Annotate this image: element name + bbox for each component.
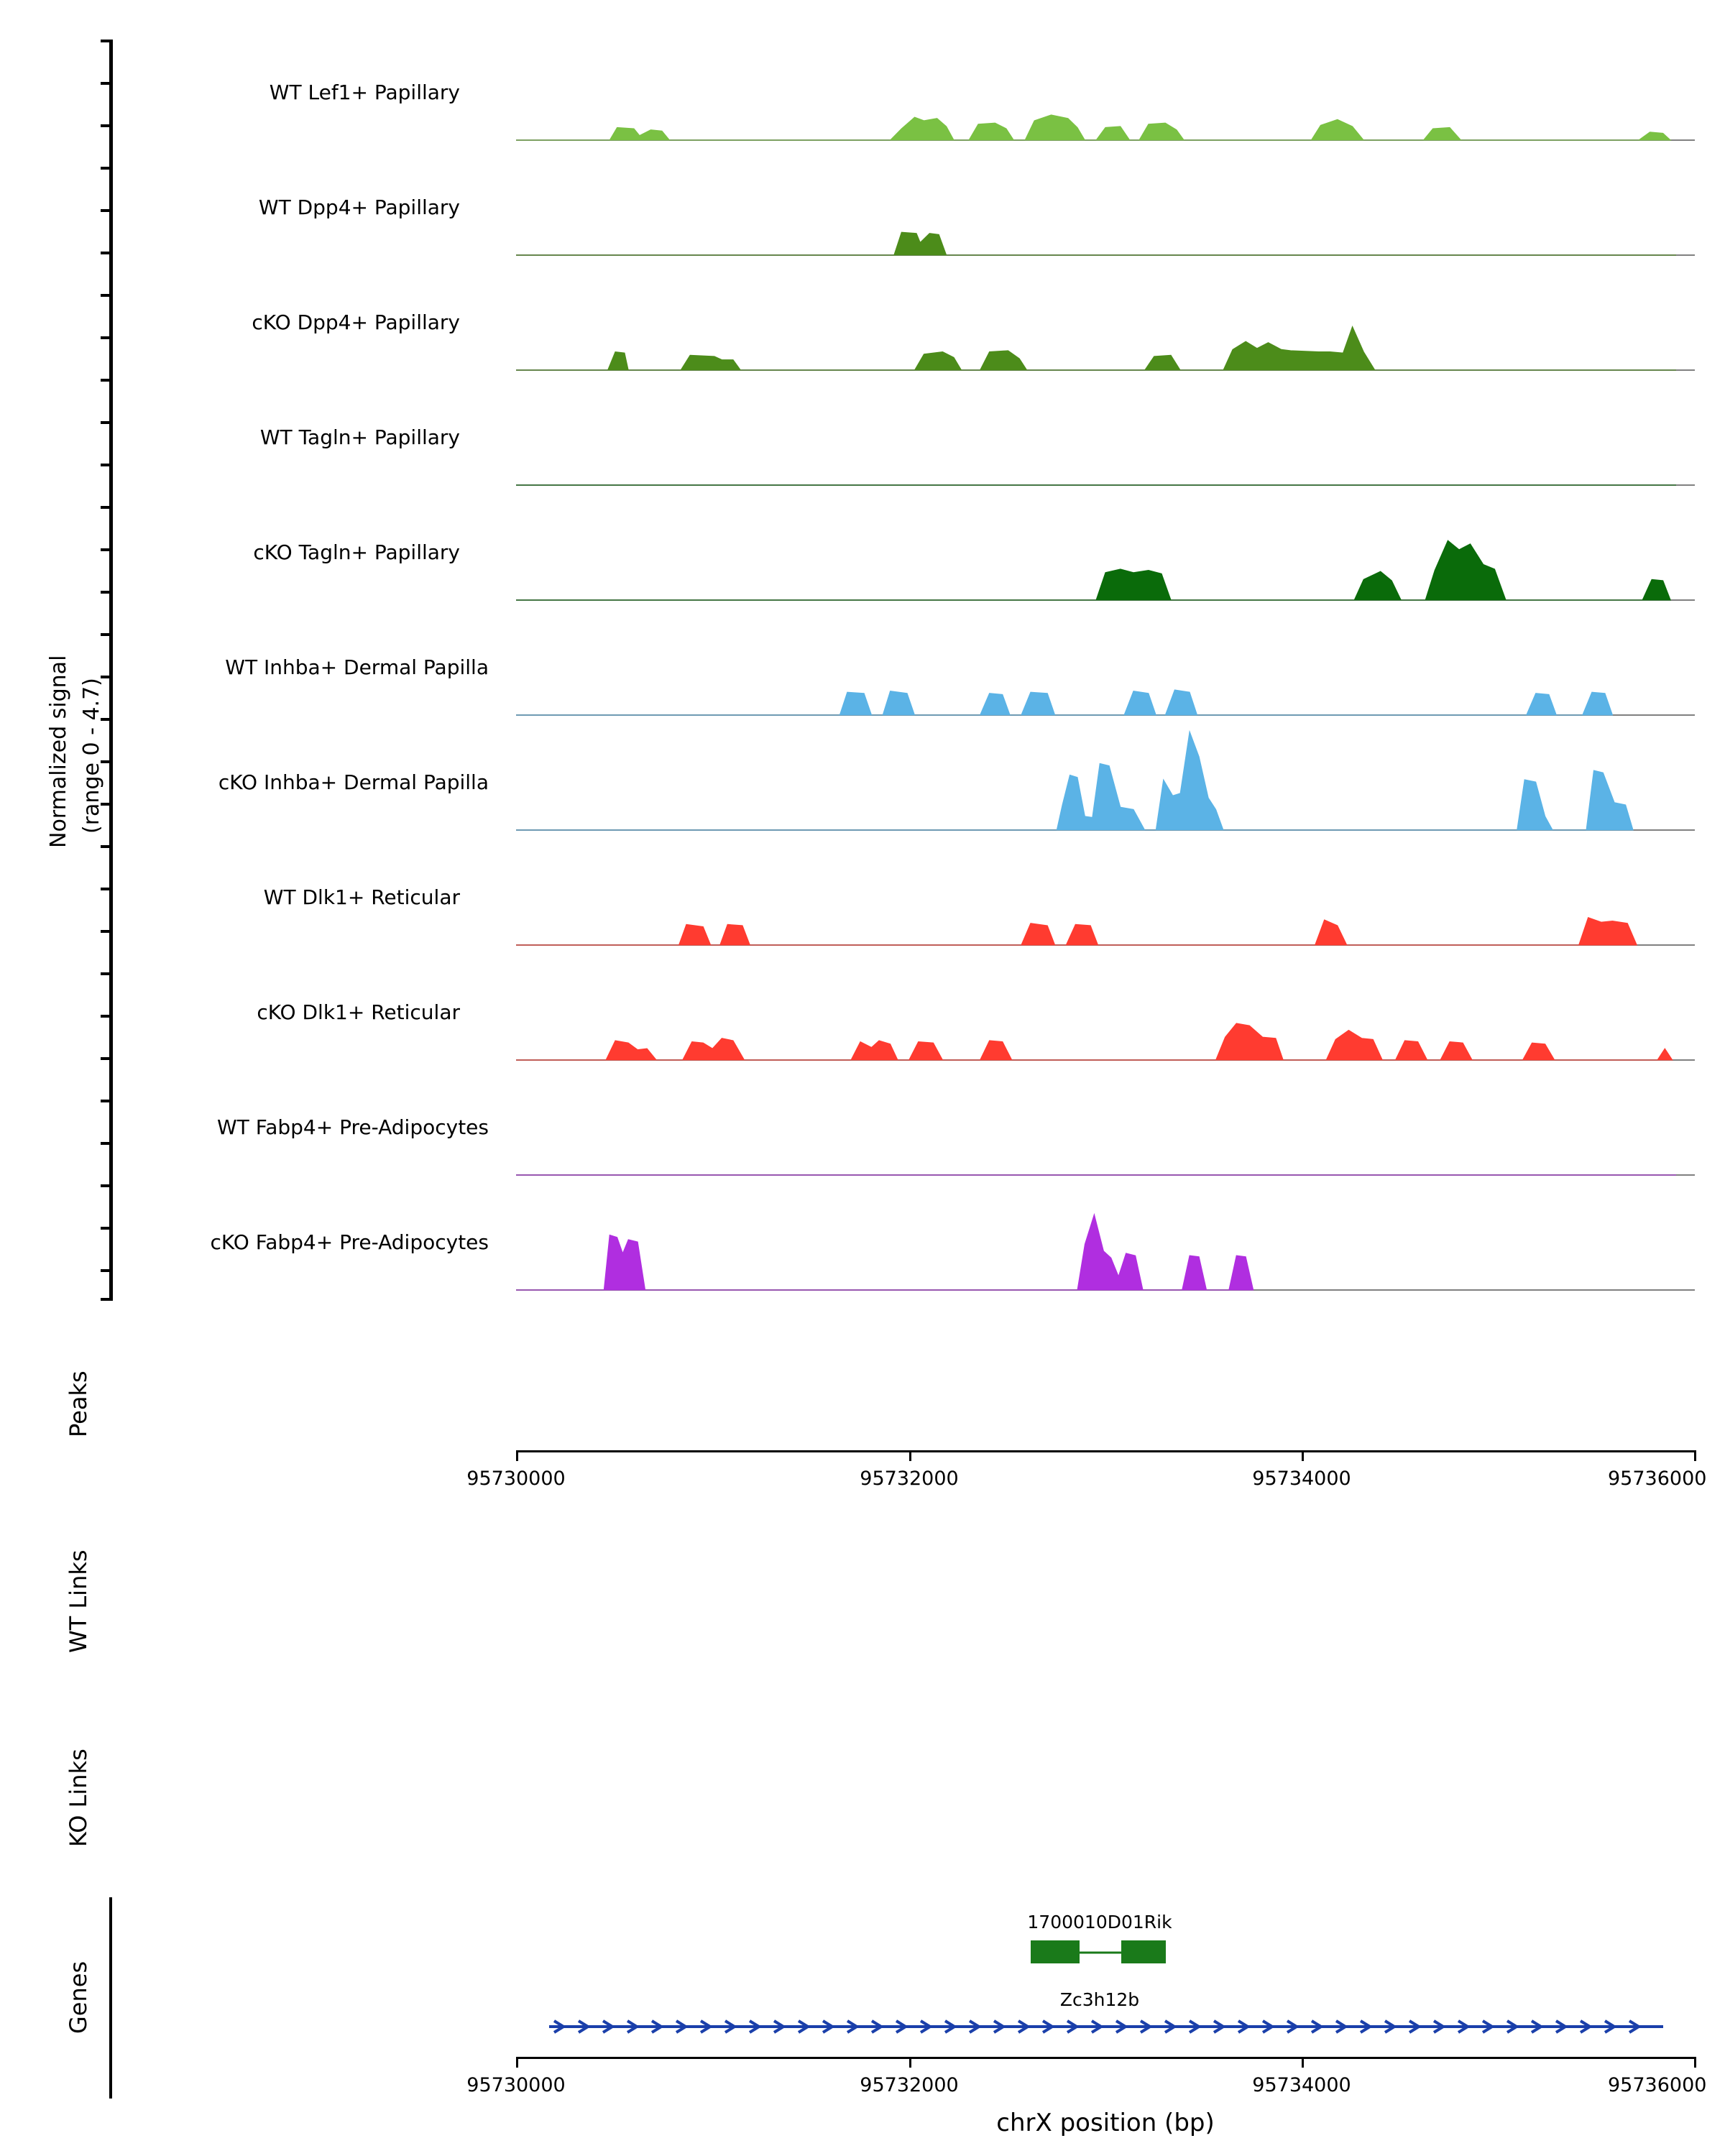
x-axis-tick-bottom [1694, 2057, 1696, 2068]
track-label-cko-fabp4-pre-adipocytes: cKO Fabp4+ Pre-Adipocytes [210, 1230, 489, 1254]
track-label-wt-tagln-papillary: WT Tagln+ Papillary [259, 425, 460, 449]
x-axis-tick-bottom [516, 2057, 518, 2068]
x-axis-line-bottom [516, 2057, 1695, 2059]
section-label-ko-links: KO Links [65, 1749, 92, 1847]
coverage-area-wt-lef1-papillary [516, 115, 1670, 140]
track-label-cko-tagln-papillary: cKO Tagln+ Papillary [253, 540, 460, 564]
gene-transcript-zc3h12b [516, 2012, 1695, 2041]
x-axis-tick-top [1694, 1450, 1696, 1461]
coverage-area-cko-tagln-papillary [516, 540, 1670, 600]
x-axis-tick-label-top: 95734000 [1252, 1468, 1351, 1490]
coverage-area-cko-dpp4-papillary [516, 326, 1676, 370]
track-label-wt-dpp4-papillary: WT Dpp4+ Papillary [258, 195, 460, 219]
gene-strand-arrow-icon [1064, 1940, 1136, 1965]
coverage-area-cko-inhba-dermal-papilla [516, 732, 1633, 830]
x-axis-tick-bottom [909, 2057, 911, 2068]
track-label-wt-fabp4-pre-adipocytes: WT Fabp4+ Pre-Adipocytes [217, 1115, 489, 1139]
track-label-cko-dpp4-papillary: cKO Dpp4+ Papillary [252, 310, 460, 334]
gene-label-Zc3h12b: Zc3h12b [1059, 1989, 1140, 2010]
x-axis-tick-top [909, 1450, 911, 1461]
y-axis-label-line2: (range 0 - 4.7) [79, 678, 104, 834]
track-label-wt-lef1-papillary: WT Lef1+ Papillary [269, 80, 460, 104]
x-axis-tick-top [1302, 1450, 1304, 1461]
section-label-genes: Genes [65, 1961, 92, 2034]
coverage-area-wt-dpp4-papillary [516, 232, 1676, 255]
track-label-wt-dlk1-reticular: WT Dlk1+ Reticular [263, 885, 460, 909]
section-label-peaks: Peaks [65, 1370, 92, 1437]
x-axis-tick-label-top: 95736000 [1608, 1468, 1707, 1490]
coverage-area-cko-fabp4-pre-adipocytes [516, 1215, 1254, 1290]
track-label-cko-inhba-dermal-papilla: cKO Inhba+ Dermal Papilla [218, 770, 489, 794]
x-axis-tick-label-bottom: 95736000 [1608, 2074, 1707, 2096]
x-axis-tick-label-top: 95730000 [466, 1468, 566, 1490]
x-axis-tick-label-bottom: 95732000 [860, 2074, 959, 2096]
genes-section-spine [109, 1897, 112, 2099]
x-axis-tick-label-bottom: 95730000 [466, 2074, 566, 2096]
track-label-wt-inhba-dermal-papilla: WT Inhba+ Dermal Papilla [225, 655, 489, 679]
track-label-cko-dlk1-reticular: cKO Dlk1+ Reticular [257, 1000, 460, 1024]
x-axis-tick-bottom [1302, 2057, 1304, 2068]
x-axis-line-top [516, 1450, 1695, 1452]
section-label-wt-links: WT Links [65, 1549, 92, 1653]
gene-label-1700010D01Rik: 1700010D01Rik [1027, 1912, 1172, 1932]
x-axis-tick-top [516, 1450, 518, 1461]
x-axis-tick-label-top: 95732000 [860, 1468, 959, 1490]
coverage-area-cko-dlk1-reticular [516, 1023, 1673, 1060]
y-axis-label-line1: Normalized signal [46, 655, 71, 848]
x-axis-title: chrX position (bp) [996, 2109, 1215, 2137]
x-axis-tick-label-bottom: 95734000 [1252, 2074, 1351, 2096]
coverage-area-wt-dlk1-reticular [516, 918, 1637, 945]
coverage-area-wt-inhba-dermal-papilla [516, 690, 1613, 715]
